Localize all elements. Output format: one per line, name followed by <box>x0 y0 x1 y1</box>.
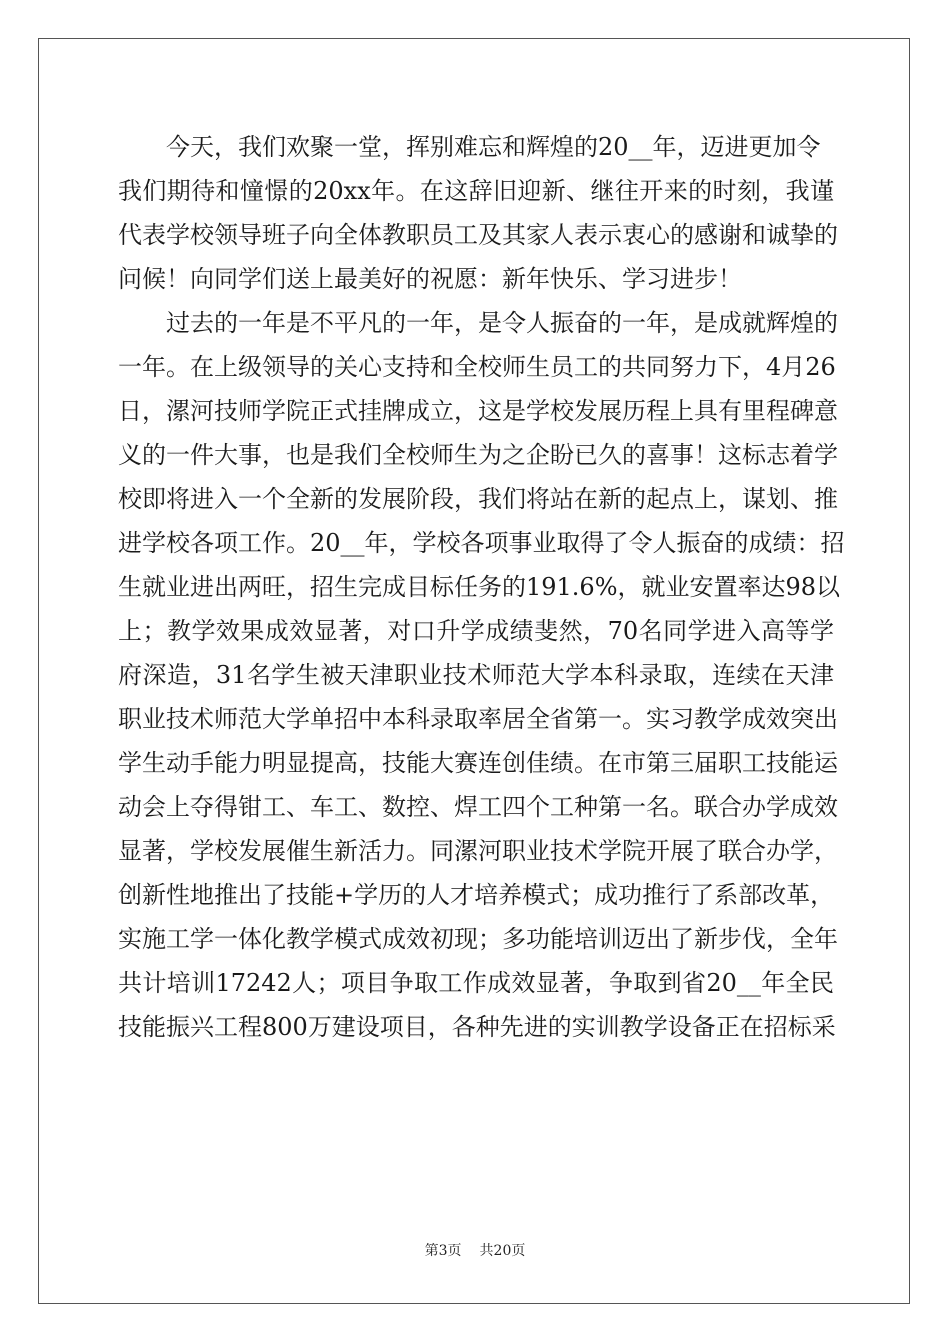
paragraph-2-line-9: 府深造，31名学生被天津职业技术师范大学本科录取，连续在天津 <box>118 661 834 689</box>
paragraph-2-line-8: 上；教学效果成效显著，对口升学成绩斐然，70名同学进入高等学 <box>118 617 834 645</box>
page-footer <box>0 1240 950 1260</box>
paragraph-2-line-2: 一年。在上级领导的关心支持和全校师生员工的共同努力下，4月26 <box>118 353 836 381</box>
paragraph-1-line-3: 代表学校领导班子向全体教职员工及其家人表示衷心的感谢和诚挚的 <box>118 221 838 249</box>
paragraph-2-line-1: 过去的一年是不平凡的一年，是令人振奋的一年，是成就辉煌的 <box>166 309 838 337</box>
paragraph-2-line-15: 实施工学一体化教学模式成效初现；多功能培训迈出了新步伐，全年 <box>118 925 838 953</box>
paragraph-2-line-3: 日，漯河技师学院正式挂牌成立，这是学校发展历程上具有里程碑意 <box>118 397 838 425</box>
paragraph-1-line-1: 今天，我们欢聚一堂，挥别难忘和辉煌的20__年，迈进更加令 <box>166 133 821 161</box>
paragraph-2-line-13: 显著，学校发展催生新活力。同漯河职业技术学院开展了联合办学， <box>118 837 838 865</box>
paragraph-2-line-17: 技能振兴工程800万建设项目，各种先进的实训教学设备正在招标采 <box>118 1013 836 1041</box>
paragraph-2-line-4: 义的一件大事，也是我们全校师生为之企盼已久的喜事！这标志着学 <box>118 441 838 469</box>
page-number: 第3页 <box>424 1243 462 1259</box>
paragraph-2-line-5: 校即将进入一个全新的发展阶段，我们将站在新的起点上，谋划、推 <box>118 485 838 513</box>
paragraph-2-line-7: 生就业进出两旺，招生完成目标任务的191.6%，就业安置率达98以 <box>118 573 841 601</box>
paragraph-1-line-2: 我们期待和憧憬的20xx年。在这辞旧迎新、继往开来的时刻，我谨 <box>118 177 834 205</box>
paragraph-1-line-4: 问候！向同学们送上最美好的祝愿：新年快乐、学习进步！ <box>118 265 742 293</box>
paragraph-2-line-16: 共计培训17242人；项目争取工作成效显著，争取到省20__年全民 <box>118 969 834 997</box>
paragraph-2-line-12: 动会上夺得钳工、车工、数控、焊工四个工种第一名。联合办学成效 <box>118 793 838 821</box>
paragraph-2-line-11: 学生动手能力明显提高，技能大赛连创佳绩。在市第三届职工技能运 <box>118 749 838 777</box>
paragraph-2-line-10: 职业技术师范大学单招中本科录取率居全省第一。实习教学成效突出 <box>118 705 838 733</box>
paragraph-2-line-6: 进学校各项工作。20__年，学校各项事业取得了令人振奋的成绩：招 <box>118 529 845 557</box>
paragraph-2-line-14: 创新性地推出了技能+学历的人才培养模式；成功推行了系部改革， <box>118 881 835 909</box>
page-total: 共20页 <box>479 1243 526 1259</box>
